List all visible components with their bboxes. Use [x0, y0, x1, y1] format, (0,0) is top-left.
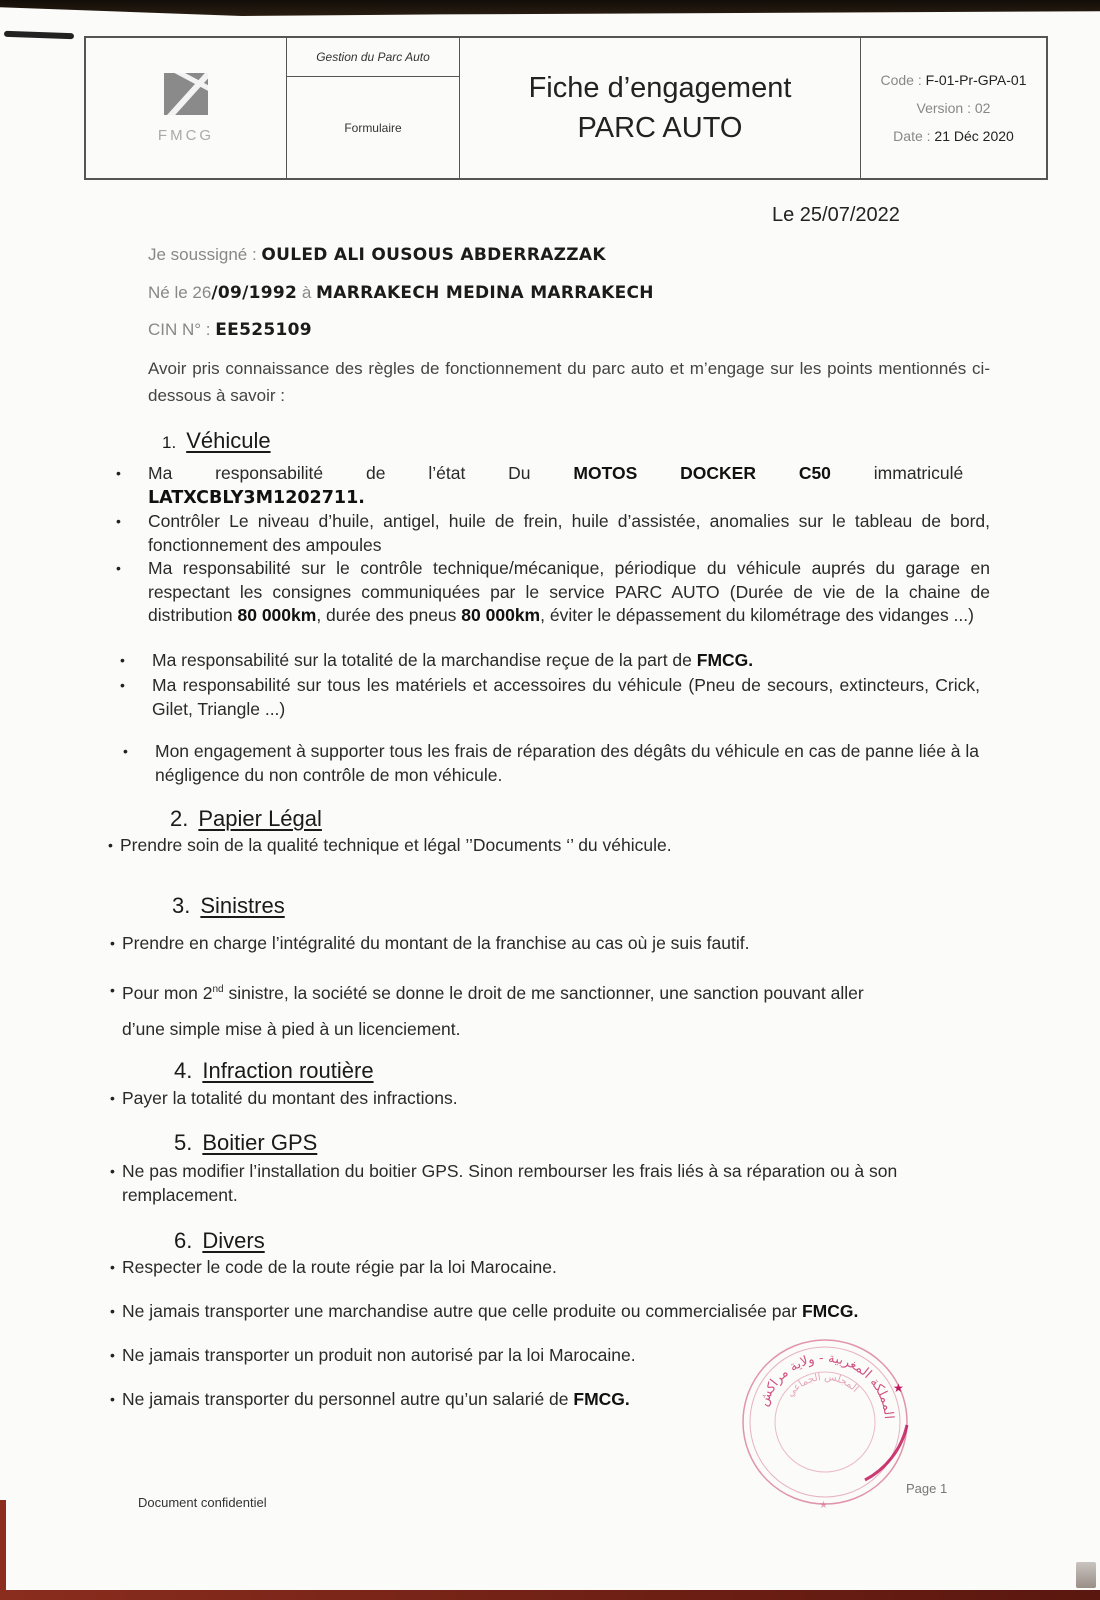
list-item — [120, 649, 994, 673]
bullet-icon: • — [116, 513, 121, 529]
item-text: Ne jamais transporter une marchandise autre que celle produite ou commercialisée par — [122, 1301, 802, 1321]
item-text: immatriculé — [830, 463, 964, 483]
item-text: Pour mon 2 — [122, 982, 213, 1003]
title-line-1: Fiche d’engagement — [528, 72, 792, 104]
department-label: Gestion du Parc Auto — [287, 38, 459, 77]
document-meta — [861, 38, 1046, 178]
official-stamp — [735, 1330, 915, 1515]
cin-line — [148, 320, 312, 340]
date-label: Date : — [893, 128, 935, 144]
bullet-icon: • — [110, 1303, 115, 1319]
item-text: Ma responsabilité de l’état Du — [148, 463, 574, 483]
photo-edge-bottom — [0, 1590, 1100, 1600]
item-text: , durée des pneus — [316, 605, 462, 625]
bullet-icon: • — [110, 935, 115, 951]
item-bold: 80 000km — [237, 605, 317, 625]
section-label: Infraction routière — [202, 1058, 374, 1083]
section-title-papier-legal — [170, 806, 322, 832]
item-bold: FMCG. — [573, 1389, 630, 1409]
birth-place-label: à — [297, 283, 317, 302]
cin-label: CIN N° : — [148, 320, 216, 339]
section-title-sinistres — [172, 893, 285, 919]
item-text: Prendre soin de la qualité technique et légal ’’Documents ‘’ du véhicule. — [120, 835, 672, 855]
item-text: Ne jamais transporter un produit non autorisé par la loi Marocaine. — [122, 1345, 636, 1365]
bullet-icon: • — [110, 1163, 115, 1179]
section-label: Boitier GPS — [202, 1130, 318, 1155]
version-label: Version : — [916, 100, 975, 116]
doc-type-label: Formulaire — [344, 120, 402, 135]
item-text: Contrôler Le niveau d’huile, antigel, huile de frein, huile d’assistée, anomalies sur le tableau de bord, fonctionnement des ampoules — [148, 511, 990, 555]
list-item — [116, 462, 990, 510]
birth-place-value: MARRAKECH MEDINA MARRAKECH — [316, 283, 654, 303]
bullet-icon: • — [108, 837, 113, 853]
footer-confidential: Document confidentiel — [138, 1495, 267, 1510]
stamp-text-outer: المملكة المغربية - ولاية مراكش — [756, 1350, 896, 1420]
item-text: Prendre en charge l’intégralité du montant de la franchise au cas où je suis fautif. — [122, 933, 750, 953]
superscript: nd — [212, 984, 224, 995]
item-text: Mon engagement à supporter tous les frais de réparation des dégâts du véhicule en cas de panne liée à la négligence du non contrôle de mon véhicule. — [155, 741, 980, 785]
section-label: Papier Légal — [198, 806, 322, 831]
birth-value: /09/1992 — [211, 283, 298, 303]
item-text: Payer la totalité du montant des infractions. — [122, 1088, 458, 1108]
item-bold: FMCG. — [696, 650, 754, 670]
list-item — [110, 972, 982, 1047]
logo-text: FMCG — [157, 126, 215, 144]
document-header — [84, 36, 1048, 180]
bullet-icon: • — [110, 982, 115, 998]
date-value: 21 Déc 2020 — [934, 128, 1014, 144]
birth-line — [148, 283, 654, 303]
section-number: 5. — [174, 1130, 193, 1155]
bullet-icon: • — [120, 652, 125, 668]
bullet-icon: • — [123, 743, 128, 759]
vehicle-model: MOTOS DOCKER C50 — [573, 463, 831, 483]
code-label: Code : — [880, 72, 926, 88]
section-title-infraction — [174, 1058, 374, 1084]
section-label: Divers — [202, 1228, 265, 1253]
item-text: sinistre, la société se donne le droit de me sanctionner, une sanction pouvant aller — [223, 982, 864, 1003]
section-title-gps — [174, 1130, 317, 1156]
stamp-text-inner: المجلس الجماعي — [784, 1371, 861, 1400]
list-item — [108, 834, 980, 858]
name-label: Je soussigné : — [148, 245, 262, 264]
list-item — [110, 1300, 1002, 1324]
item-text: , éviter le dépassement du kilométrage des vidanges ...) — [540, 605, 974, 625]
stamp-star-icon: ★ — [819, 1500, 828, 1511]
document-title — [460, 38, 861, 178]
list-item — [116, 510, 990, 557]
bullet-icon: • — [116, 560, 121, 576]
item-bold: FMCG. — [801, 1301, 859, 1321]
version-value: 02 — [974, 100, 991, 116]
stamp-star-icon: ★ — [893, 1381, 904, 1395]
photo-edge-top — [0, 0, 1100, 16]
list-item — [123, 740, 983, 787]
item-text: Ma responsabilité sur tous les matériels et accessoires du véhicule (Pneu de secours, extincteurs, Crick, Gilet, Triangle ...) — [152, 675, 980, 719]
photo-corner — [1076, 1562, 1096, 1588]
photo-edge-left — [0, 1500, 6, 1600]
section-label: Sinistres — [200, 893, 285, 918]
name-value: OULED ALI OUSOUS ABDERRAZZAK — [261, 245, 606, 265]
version-row — [917, 94, 991, 122]
pen-mark — [4, 31, 74, 39]
document-date: Le 25/07/2022 — [772, 204, 900, 226]
department-cell — [287, 38, 460, 178]
vehicle-registration: LATXCBLY3M1202711. — [148, 487, 365, 508]
logo-cell — [86, 38, 287, 178]
bullet-icon: • — [120, 677, 125, 693]
bullet-icon: • — [110, 1391, 115, 1407]
list-item — [110, 1256, 982, 1280]
list-item — [120, 674, 980, 721]
name-line — [148, 245, 606, 265]
section-number: 4. — [174, 1058, 193, 1083]
title-line-2: PARC AUTO — [577, 112, 743, 144]
section-number: 2. — [170, 806, 189, 831]
code-row — [880, 66, 1026, 94]
birth-label: Né le 26 — [148, 283, 212, 302]
bullet-icon: • — [110, 1090, 115, 1106]
bullet-icon: • — [110, 1259, 115, 1275]
bullet-icon: • — [110, 1347, 115, 1363]
item-text: d’une simple mise à pied à un licenciement. — [122, 1018, 461, 1039]
item-text: Ne pas modifier l’installation du boitier GPS. Sinon rembourser les frais liés à sa réparation ou à son remplacement. — [122, 1161, 898, 1205]
section-title-divers — [174, 1228, 265, 1254]
item-bold: 80 000km — [461, 605, 541, 625]
date-row — [893, 122, 1014, 150]
item-text: Ne jamais transporter du personnel autre qu’un salarié de — [122, 1389, 574, 1409]
footer-page-number: Page 1 — [906, 1481, 948, 1496]
fmcg-logo-icon — [164, 73, 208, 115]
list-item — [110, 932, 982, 956]
item-text: Respecter le code de la route régie par la loi Marocaine. — [122, 1257, 557, 1277]
cin-value: EE525109 — [215, 320, 312, 340]
section-number: 6. — [174, 1228, 193, 1253]
section-number: 1. — [162, 433, 177, 452]
bullet-icon: • — [116, 465, 121, 481]
item-text: Ma responsabilité sur le contrôle technique/mécanique, périodique du véhicule auprés du garage en respectant les consignes communiquées par le service PARC AUTO (Durée de vie de la chaine de distribution — [148, 558, 990, 625]
list-item — [116, 557, 990, 628]
list-item — [110, 1160, 974, 1207]
intro-paragraph: Avoir pris connaissance des règles de fonctionnement du parc auto et m’engage sur les points mentionnés ci-dessous à savoir : — [148, 359, 990, 405]
item-text: Ma responsabilité sur la totalité de la marchandise reçue de la part de — [152, 650, 697, 670]
section-label: Véhicule — [186, 428, 271, 453]
section-number: 3. — [172, 893, 191, 918]
section-title-vehicule — [162, 428, 271, 454]
stamp-ring — [750, 1347, 900, 1497]
code-value: F-01-Pr-GPA-01 — [925, 72, 1027, 88]
list-item — [110, 1087, 982, 1111]
